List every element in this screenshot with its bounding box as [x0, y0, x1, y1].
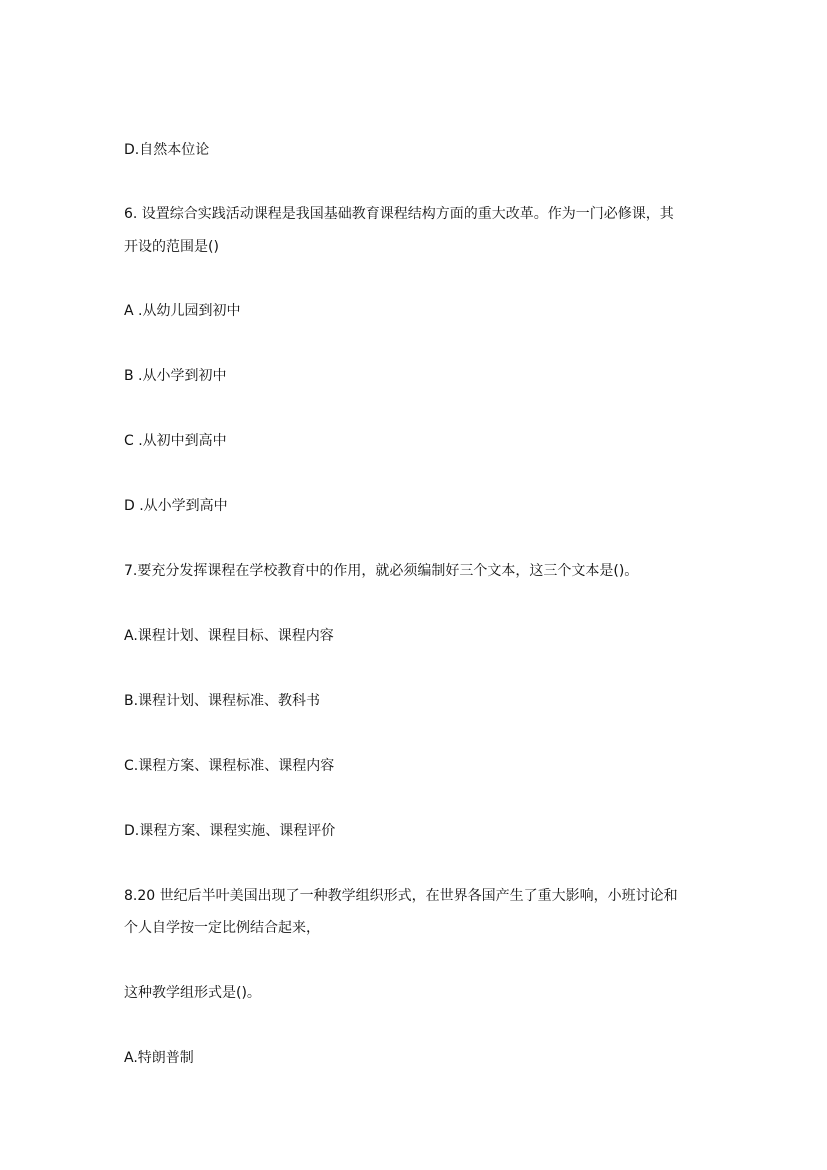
option-d-q7: D.课程方案、课程实施、课程评价 — [124, 823, 336, 839]
option-d-q5: D.自然本位论 — [124, 142, 210, 158]
option-d-q6: D .从小学到高中 — [124, 498, 228, 514]
question-6-text: 6. 设置综合实践活动课程是我国基础教育课程结构方面的重大改革。作为一门必修课，其 — [124, 206, 674, 222]
option-a-q7: A.课程计划、课程目标、课程内容 — [124, 628, 334, 644]
option-c-q6: C .从初中到高中 — [124, 433, 227, 449]
question-8-text: 8.20 世纪后半叶美国出现了一种教学组织形式，在世界各国产生了重大影响，小班讨论和 — [124, 888, 678, 904]
question-6-text-cont: 开设的范围是() — [124, 239, 219, 255]
option-a-q6: A .从幼儿园到初中 — [124, 303, 241, 319]
option-a-q8: A.特朗普制 — [124, 1050, 194, 1066]
option-c-q7: C.课程方案、课程标准、课程内容 — [124, 758, 335, 774]
question-7-text: 7.要充分发挥课程在学校教育中的作用，就必须编制好三个文本，这三个文本是()。 — [124, 563, 639, 579]
question-8-text-cont-2: 这种教学组形式是()。 — [124, 985, 261, 1001]
option-b-q7: B.课程计划、课程标准、教科书 — [124, 693, 321, 709]
option-b-q6: B .从小学到初中 — [124, 368, 227, 384]
question-8-text-cont: 个人自学按一定比例结合起来， — [124, 920, 320, 936]
